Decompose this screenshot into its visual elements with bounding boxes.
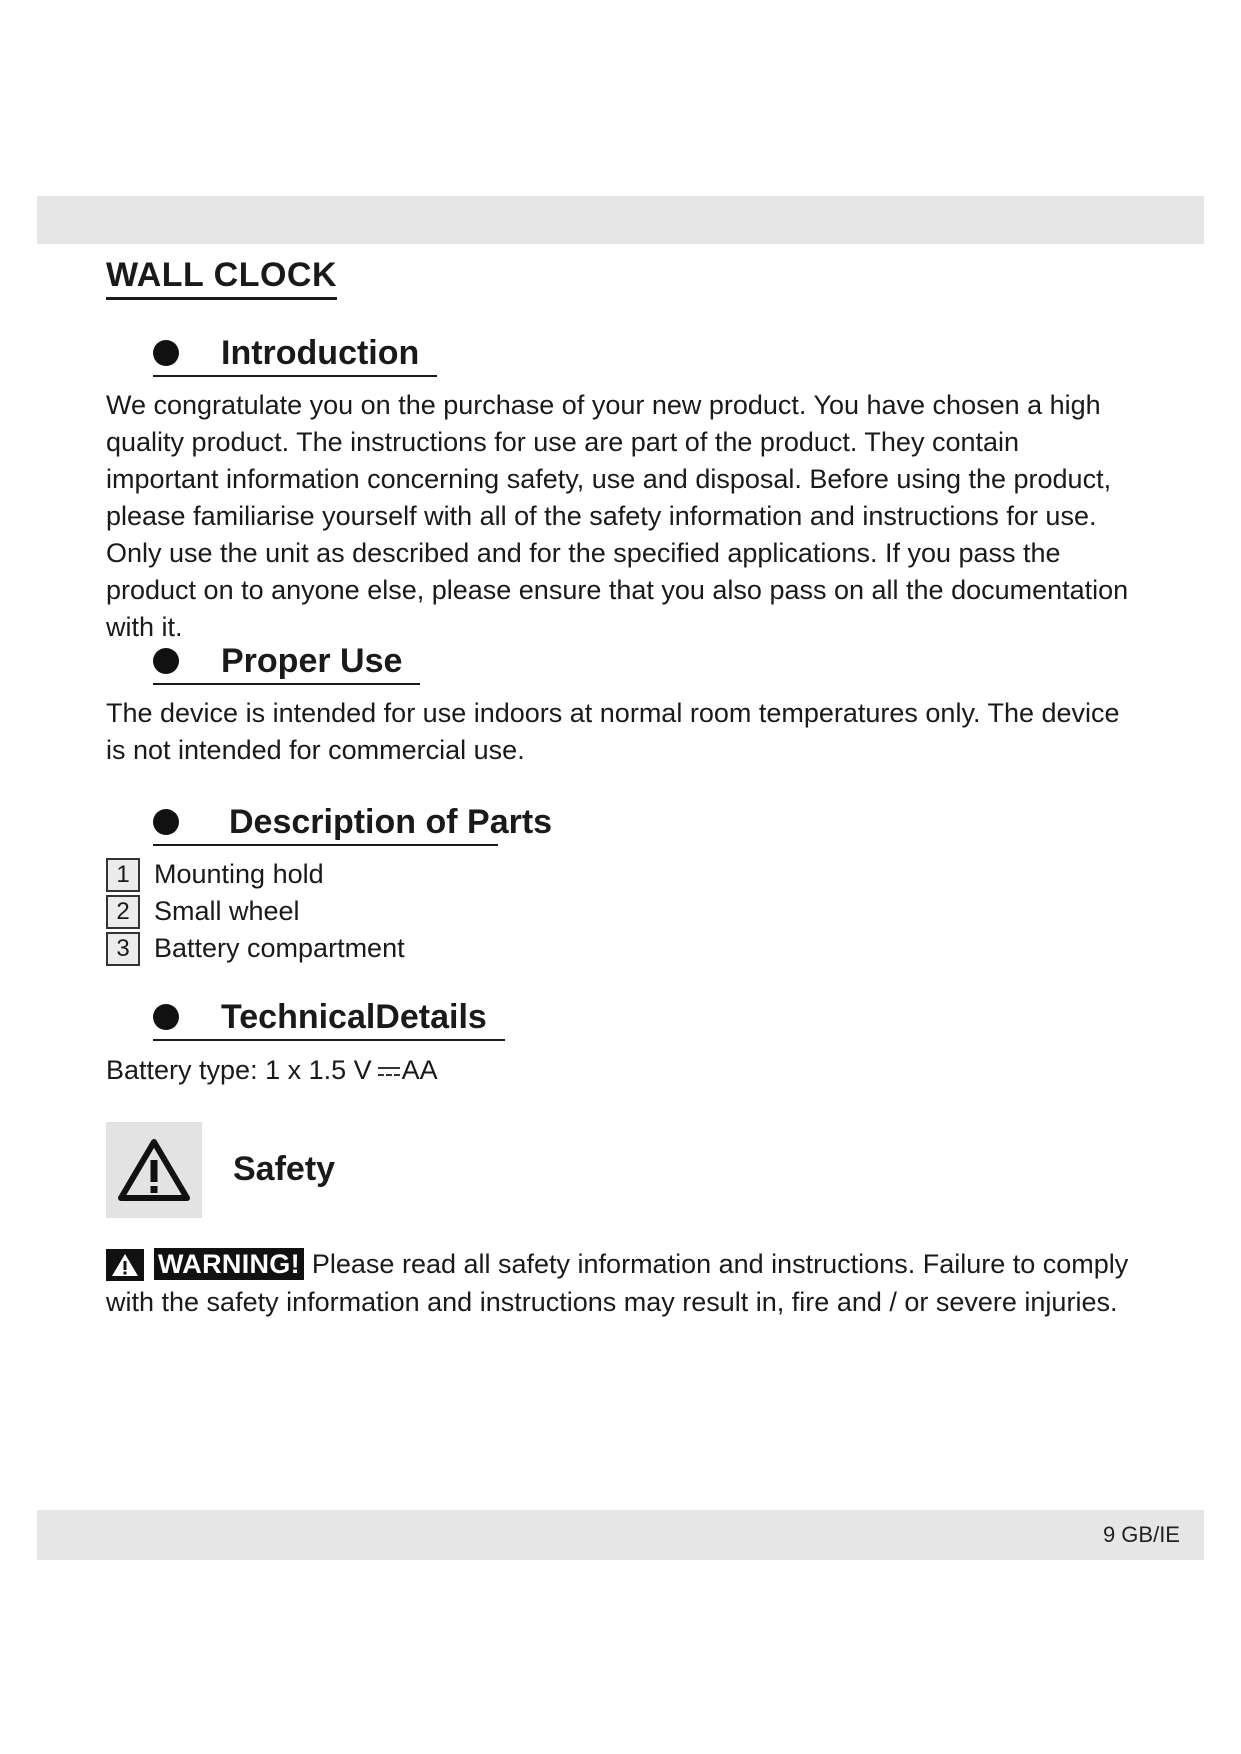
part-number-badge: 2 [106,895,140,929]
warning-paragraph [106,1245,1156,1321]
bullet-icon [153,809,179,835]
bullet-icon [153,648,179,674]
part-number-badge: 3 [106,932,140,966]
section-heading-parts [153,800,553,846]
proper-use-text: The device is intended for use indoors at normal room temperatures only. The device is not intended for commercial use. [106,698,1120,765]
warning-text: Please read all safety information and instructions. Failure to comply with the safety information and instructions may result in, fire and / or severe injuries. [106,1249,1129,1317]
parts-list [106,856,405,967]
part-label: Small wheel [154,896,300,926]
part-label: Mounting hold [154,859,324,889]
list-item [106,856,405,893]
introduction-text: We congratulate you on the purchase of your new product. You have chosen a high quality product. The instructions for use are part of the product. They contain important information concerning safety, use and disposal. Before using the product, please familiarise yourself with all of the safety information and instructions for use. Only use the unit as described and for the specified applications. If you pass the product on to anyone else, please ensure that you also pass on all the documentation with it. [106,390,1129,642]
list-item [106,893,405,930]
section-heading-technical [153,995,505,1041]
header-band [37,196,1204,244]
page-title: WALL CLOCK [106,258,337,300]
warning-label: WARNING! [154,1248,304,1280]
part-label: Battery compartment [154,933,405,963]
bullet-icon [153,1004,179,1030]
list-item [106,930,405,967]
bullet-icon [153,340,179,366]
battery-type-line [106,1052,438,1089]
section-heading-safety: Safety [233,1150,336,1188]
battery-type-text: Battery type: 1 x 1.5 V [106,1055,372,1085]
footer-band [37,1510,1204,1560]
section-heading-proper-use [153,639,420,685]
section-heading-label: Description of Parts [229,802,553,841]
section-heading-introduction [153,331,437,377]
section-heading-label: Proper Use [221,641,403,680]
section-heading-label: Introduction [221,333,420,372]
part-number-badge: 1 [106,858,140,892]
direct-current-icon [378,1065,400,1079]
page-number: 9 GB/IE [1102,1522,1180,1547]
warning-small-icon [106,1249,144,1281]
battery-size-text: AA [401,1055,438,1085]
section-heading-label: TechnicalDetails [221,997,487,1036]
warning-triangle-icon [106,1122,202,1218]
